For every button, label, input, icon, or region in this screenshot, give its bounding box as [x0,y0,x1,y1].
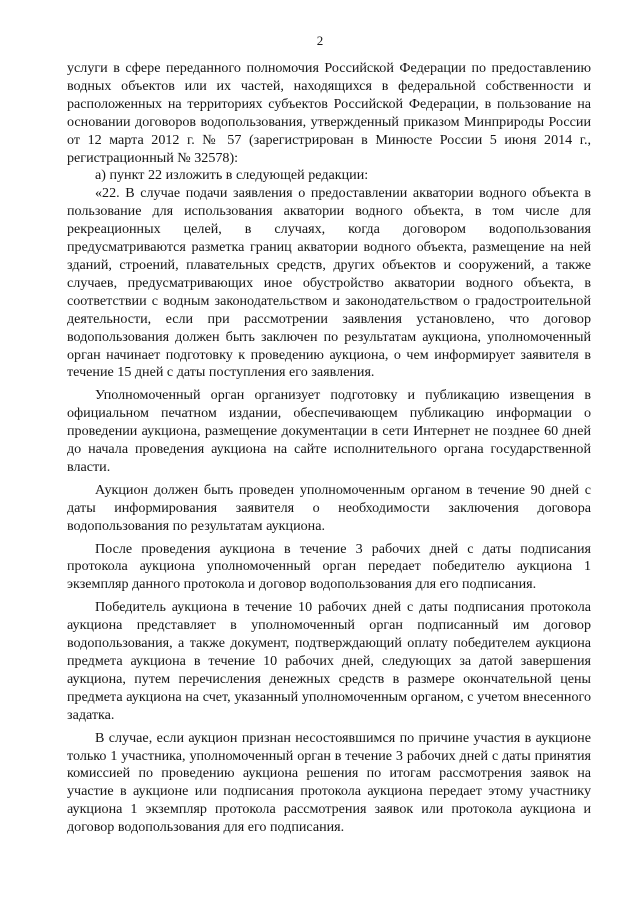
paragraph-single-participant: В случае, если аукцион признан несостоявшимся по причине участия в аукционе только 1 участника, уполномоченный орган в течение 3 рабочих дней с даты принятия комиссией по проведению аукциона решения по итогам рассмотрения заявок на участие в аукционе или подписания протокола аукциона передает этому участнику аукциона 1 экземпляр протокола рассмотрения заявок или протокола аукциона и договор водопользования для его подписания. [67,729,591,836]
paragraph-clause-22: «22. В случае подачи заявления о предоставлении акватории водного объекта в пользование для использования акватории водного объекта, в том числе для рекреационных целей, в случаях, когда договором водопользования предусматриваются разметка границ акватории водного объекта, размещение на ней зданий, строений, плавательных средств, других объектов и сооружений, а также случаев, предусматривающих иное обустройство акватории водного объекта, в соответствии с водным законодательством и законодательством о градостроительной деятельности, если при рассмотрении заявления установлено, что договор водопользования должен быть заключен по результатам аукциона, уполномоченный орган начинает подготовку к проведению аукциона, о чем информирует заявителя в течение 15 дней с даты поступления его заявления. [67,185,591,381]
document-body [67,60,591,837]
paragraph-notice-publication: Уполномоченный орган организует подготовку и публикацию извещения в официальном печатном издании, обеспечивающем публикацию информации о проведении аукциона, размещение документации в сети Интернет не позднее 60 дней до начала проведения аукциона на сайте исполнительного органа государственной власти. [67,387,591,475]
paragraph-protocol-transfer: После проведения аукциона в течение 3 рабочих дней с даты подписания протокола аукциона уполномоченный орган передает победителю аукциона 1 экземпляр данного протокола и договор водопользования для его подписания. [67,540,591,593]
paragraph-continuation: услуги в сфере переданного полномочия Российской Федерации по предоставлению водных объектов или их частей, находящихся в федеральной собственности и расположенных на территориях субъектов Российской Федерации, в пользование на основании договоров водопользования, утвержденный приказом Минприроды России от 12 марта 2012 г. № 57 (зарегистрирован в Минюсте России 5 июня 2014 г., регистрационный № 32578): [67,60,591,166]
paragraph-auction-deadline: Аукцион должен быть проведен уполномоченным органом в течение 90 дней с даты информирования заявителя о необходимости заключения договора водопользования по результатам аукциона. [67,481,591,534]
paragraph-winner-obligations: Победитель аукциона в течение 10 рабочих дней с даты подписания протокола аукциона представляет в уполномоченный орган подписанный им договор водопользования, а также документ, подтверждающий оплату победителем аукциона предмета аукциона в течение 10 рабочих дней, следующих за датой завершения аукциона, путем перечисления денежных средств в размере окончательной цены предмета аукциона на счет, указанный уполномоченным органом, с учетом внесенного задатка. [67,599,591,723]
page-number: 2 [316,33,324,48]
paragraph-item-a: а) пункт 22 изложить в следующей редакции: [95,167,369,184]
